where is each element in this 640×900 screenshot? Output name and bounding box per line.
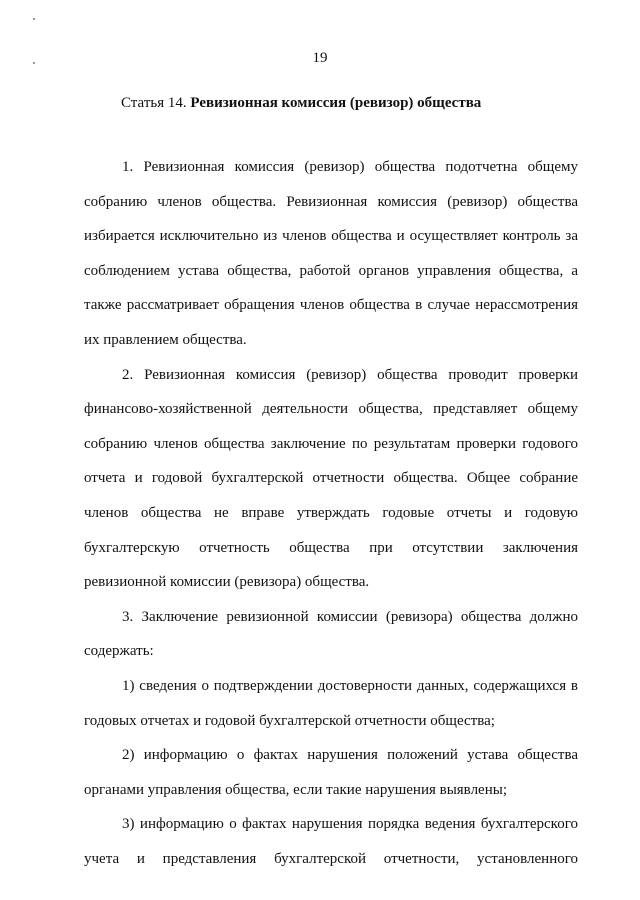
article-heading [121, 95, 481, 112]
list-item-2: 2) информацию о фактах нарушения положений устава общества органами управления общества, если такие нарушения выявлены; [84, 747, 578, 798]
list-item-1: 1) сведения о подтверждении достоверности данных, содержащихся в годовых отчетах и годовой бухгалтерской отчетности общества; [84, 677, 578, 729]
paragraph-1: 1. Ревизионная комиссия (ревизор) общества подотчетна общему собранию членов общества. Ревизионная комиссия (ревизор) общества избирается исключительно из членов общества и осуществляет контроль за соблюдением устава общества, работой органов управления общества, а также рассматривает обращения членов общества в случае нерассмотрения их правлением общества. [84, 159, 578, 348]
article-label: Статья 14. [121, 95, 187, 111]
article-body [84, 150, 578, 876]
paragraph-3: 3. Заключение ревизионной комиссии (ревизора) общества должно содержать: [84, 608, 578, 660]
scan-margin-mark [33, 18, 35, 20]
page-number: 19 [312, 50, 328, 66]
paragraph-2: 2. Ревизионная комиссия (ревизор) общества проводит проверки финансово-хозяйственной деятельности общества, представляет общему собранию членов общества заключение по результатам проверки годового отчета и годовой бухгалтерской отчетности общества. Общее собрание членов общества не вправе утверждать годовые отчеты и годовую бухгалтерскую отчетность общества при отсутствии заключения ревизионной комиссии (ревизора) общества. [84, 366, 578, 591]
article-title: Ревизионная комиссия (ревизор) общества [190, 95, 482, 111]
list-item-3: 3) информацию о фактах нарушения порядка ведения бухгалтерского учета и представления бухгалтерской отчетности, установленного [84, 816, 578, 867]
